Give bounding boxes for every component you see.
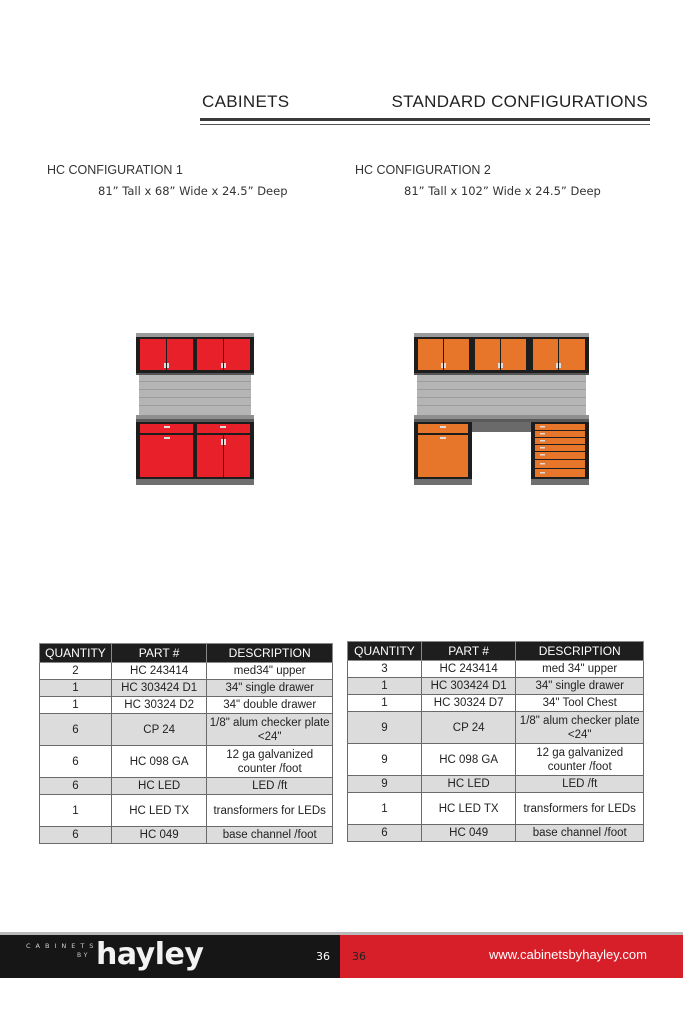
- table-header-row: [348, 642, 644, 661]
- description-cell: med34" upper: [207, 663, 333, 680]
- table-row: [348, 793, 644, 825]
- column-header-quantity: QUANTITY: [348, 642, 422, 661]
- config-1-parts-table: [39, 643, 333, 844]
- part-cell: CP 24: [111, 714, 206, 746]
- part-cell: CP 24: [421, 712, 515, 744]
- description-cell: 34" single drawer: [516, 678, 644, 695]
- quantity-cell: 1: [348, 695, 422, 712]
- table-row: [40, 778, 333, 795]
- description-cell: base channel /foot: [207, 827, 333, 844]
- table-row: [348, 776, 644, 793]
- description-cell: transformers for LEDs: [516, 793, 644, 825]
- table-row: [40, 663, 333, 680]
- description-cell: 34" Tool Chest: [516, 695, 644, 712]
- quantity-cell: 1: [40, 795, 112, 827]
- description-cell: 1/8" alum checker plate <24": [207, 714, 333, 746]
- column-header-part: PART #: [421, 642, 515, 661]
- quantity-cell: 9: [348, 744, 422, 776]
- description-cell: 12 ga galvanized counter /foot: [516, 744, 644, 776]
- table-row: [40, 697, 333, 714]
- table-row: [348, 712, 644, 744]
- section-label: CABINETS: [202, 92, 290, 111]
- config-1-dimensions: 81” Tall x 68” Wide x 24.5” Deep: [98, 184, 288, 198]
- config-2-parts-table: [347, 641, 644, 842]
- page-header: [200, 90, 650, 126]
- quantity-cell: 6: [40, 827, 112, 844]
- description-cell: 12 ga galvanized counter /foot: [207, 746, 333, 778]
- description-cell: transformers for LEDs: [207, 795, 333, 827]
- description-cell: med 34" upper: [516, 661, 644, 678]
- table-row: [348, 661, 644, 678]
- table-row: [40, 714, 333, 746]
- part-cell: HC 098 GA: [111, 746, 206, 778]
- config-1-cabinet-illustration: [136, 333, 254, 485]
- quantity-cell: 2: [40, 663, 112, 680]
- website-link[interactable]: www.cabinetsbyhayley.com: [489, 947, 647, 962]
- header-rule-thin: [200, 124, 650, 125]
- part-cell: HC LED TX: [421, 793, 515, 825]
- quantity-cell: 1: [40, 680, 112, 697]
- page-title: STANDARD CONFIGURATIONS: [391, 92, 648, 111]
- logo-brand-text: hayley: [96, 937, 204, 972]
- part-cell: HC 243414: [421, 661, 515, 678]
- logo-by-text: BY: [77, 952, 91, 959]
- description-cell: 34" double drawer: [207, 697, 333, 714]
- quantity-cell: 9: [348, 776, 422, 793]
- part-cell: HC LED TX: [111, 795, 206, 827]
- table-row: [348, 744, 644, 776]
- quantity-cell: 3: [348, 661, 422, 678]
- part-cell: HC LED: [421, 776, 515, 793]
- description-cell: 34" single drawer: [207, 680, 333, 697]
- page-number-left: 36: [316, 950, 330, 963]
- page-number-right: 36: [352, 950, 366, 963]
- quantity-cell: 1: [348, 793, 422, 825]
- quantity-cell: 6: [40, 714, 112, 746]
- config-2-dimensions: 81” Tall x 102” Wide x 24.5” Deep: [404, 184, 601, 198]
- column-header-description: DESCRIPTION: [207, 644, 333, 663]
- quantity-cell: 9: [348, 712, 422, 744]
- quantity-cell: 6: [40, 746, 112, 778]
- table-row: [348, 695, 644, 712]
- table-row: [348, 825, 644, 842]
- config-1-title: HC CONFIGURATION 1: [47, 163, 183, 177]
- table-row: [40, 746, 333, 778]
- column-header-quantity: QUANTITY: [40, 644, 112, 663]
- table-row: [40, 795, 333, 827]
- footer-left-band: [0, 935, 340, 978]
- footer-right-band: [340, 935, 683, 978]
- quantity-cell: 6: [40, 778, 112, 795]
- quantity-cell: 1: [348, 678, 422, 695]
- config-2-title: HC CONFIGURATION 2: [355, 163, 491, 177]
- description-cell: LED /ft: [207, 778, 333, 795]
- part-cell: HC 30324 D7: [421, 695, 515, 712]
- part-cell: HC 049: [421, 825, 515, 842]
- config-2-cabinet-illustration: [414, 333, 589, 485]
- column-header-description: DESCRIPTION: [516, 642, 644, 661]
- column-header-part: PART #: [111, 644, 206, 663]
- quantity-cell: 6: [348, 825, 422, 842]
- table-row: [348, 678, 644, 695]
- page-footer: [0, 935, 683, 978]
- description-cell: LED /ft: [516, 776, 644, 793]
- description-cell: 1/8" alum checker plate <24": [516, 712, 644, 744]
- table-header-row: [40, 644, 333, 663]
- table-row: [40, 680, 333, 697]
- part-cell: HC 098 GA: [421, 744, 515, 776]
- description-cell: base channel /foot: [516, 825, 644, 842]
- part-cell: HC 303424 D1: [421, 678, 515, 695]
- quantity-cell: 1: [40, 697, 112, 714]
- part-cell: HC 303424 D1: [111, 680, 206, 697]
- part-cell: HC 30324 D2: [111, 697, 206, 714]
- part-cell: HC LED: [111, 778, 206, 795]
- logo-cabinets-text: CABINETS: [26, 942, 99, 950]
- table-row: [40, 827, 333, 844]
- header-rule-thick: [200, 118, 650, 121]
- part-cell: HC 049: [111, 827, 206, 844]
- part-cell: HC 243414: [111, 663, 206, 680]
